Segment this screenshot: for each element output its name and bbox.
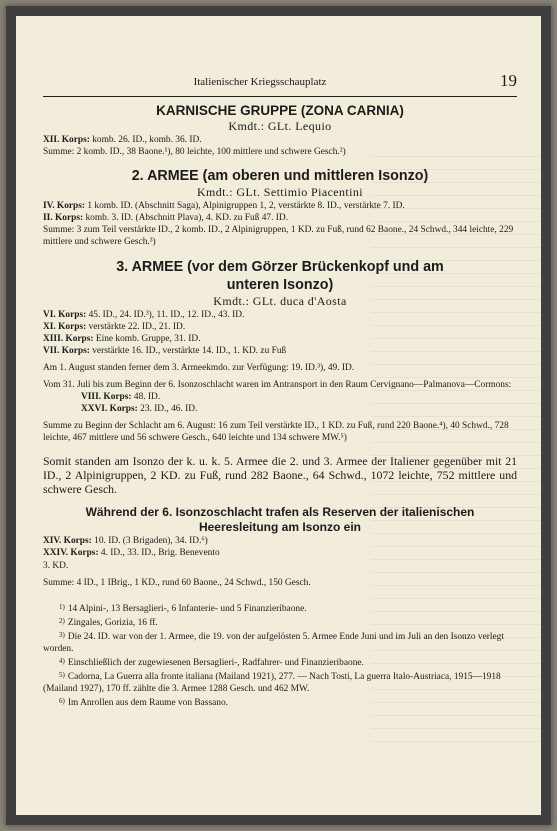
footnote-text: Im Anrollen aus dem Raume von Bassano. [67, 698, 228, 709]
corps-units: 4. ID., 33. ID., Brig. Benevento [98, 548, 220, 559]
note-jul31: Vom 31. Juli bis zum Beginn der 6. Isonzoschlacht waren im Antransport in den Raum Cervignano—Palmanova—Cormons: [43, 380, 512, 391]
corps-line [43, 535, 517, 547]
corps-label: XII. Korps: [43, 135, 90, 145]
corps-units: 23. ID., 46. ID. [137, 404, 198, 415]
page-header [43, 66, 517, 97]
sum-line [43, 146, 517, 158]
corps-line [43, 134, 517, 146]
corps-line [43, 391, 517, 403]
summary-paragraph: Somit standen am Isonzo der k. u. k. 5. Armee die 2. und 3. Armee der Italiener gegenüber mit 21 ID., 2 Alpinigruppen, 2 KD. zu Fuß, rund 282 Baone., 64 Schwd., 1072 leichte, 752 mittlere und schwere Gesch. [43, 453, 517, 497]
corps-label: XI. Korps: [43, 321, 87, 332]
corps-label: VI. Korps: [43, 309, 87, 320]
corps-line [43, 547, 517, 559]
corps-units: 10. ID. (3 Brigaden), 34. ID.⁶) [91, 536, 208, 547]
page-number: 19 [500, 71, 517, 90]
corps-label: XXIV. Korps: [43, 548, 99, 559]
footnote [43, 669, 517, 695]
reserves-sum: Summe: 4 ID., 1 IBrig., 1 KD., rund 60 Baone., 24 Schwd., 150 Gesch. [43, 577, 311, 588]
corps-label: VIII. Korps: [81, 392, 132, 403]
sum-text: Summe: 3 zum Teil verstärkte ID., 2 komb. ID., 2 Alpinigruppen, 1 KD. zu Fuß, rund 62 Baone., 24 Schwd., 344 leichte, 229 mittlere und schwere Gesch.³) [43, 225, 514, 248]
footnotes [43, 601, 517, 710]
corps-line [43, 345, 517, 357]
footnote-number: 6) [59, 697, 65, 706]
footnote-text: 14 Alpini-, 13 Bersaglieri-, 6 Infanterie- und 5 Finanzieribaone. [67, 603, 307, 614]
sum-line [43, 224, 517, 248]
army2-title: 2. ARMEE (am oberen und mittleren Isonzo) [131, 168, 429, 185]
corps-line [43, 309, 517, 321]
army3-title-line2: unteren Isonzo) [226, 276, 334, 293]
corps-line [43, 200, 517, 212]
footnote-number: 2) [59, 616, 65, 625]
corps-label: VII. Korps: [43, 345, 90, 356]
corps-units: komb. 26. ID., komb. 36. ID. [89, 135, 202, 145]
corps-units: komb. 3. ID. (Abschnitt Plava), 4. KD. zu Fuß 47. ID. [83, 213, 289, 224]
corps-line [43, 321, 517, 333]
footnote-number: 5) [59, 671, 65, 680]
army3-commander: Kmdt.: GLt. duca d'Aosta [213, 293, 347, 308]
page-frame [6, 6, 551, 825]
corps-line [43, 403, 517, 415]
footnote [43, 615, 517, 629]
page-content [43, 102, 517, 710]
corps-label: IV. Korps: [43, 201, 86, 212]
footnote-text: Einschließlich der zugewiesenen Bersaglieri-, Radfahrer- und Finanzieribaone. [67, 658, 364, 669]
book-page [16, 16, 541, 815]
footnote-text: Die 24. ID. war von der 1. Armee, die 19. von der aufgelösten 5. Armee Ende Juni und im Juli an den Isonzo verlegt worden. [43, 631, 504, 655]
corps-line [43, 212, 517, 224]
corps-label: XXVI. Korps: [81, 404, 138, 415]
footnote [43, 695, 517, 709]
army3-title-line1: 3. ARMEE (vor dem Görzer Brückenkopf und am [116, 258, 444, 275]
footnote-text: Zingales, Gorizia, 16 ff. [67, 617, 158, 628]
corps-line [43, 333, 517, 345]
corps-units: Eine komb. Gruppe, 31. ID. [93, 333, 201, 344]
corps-label: XIV. Korps: [43, 536, 92, 547]
corps-units: 3. KD. [43, 560, 69, 571]
corps-units: 45. ID., 24. ID.³), 11. ID., 12. ID., 43. ID. [86, 309, 245, 320]
footnote-number: 1) [59, 602, 65, 611]
corps-label: II. Korps: [43, 213, 84, 224]
corps-label: XIII. Korps: [43, 333, 94, 344]
corps-line [43, 560, 517, 572]
corps-units: 48. ID. [131, 392, 161, 403]
corps-units: verstärkte 22. ID., 21. ID. [86, 321, 186, 332]
army2-commander: Kmdt.: GLt. Settimio Piacentini [196, 185, 364, 200]
army3-sum: Summe zu Beginn der Schlacht am 6. August: 16 zum Teil verstärkte ID., 1 KD. zu Fuß, rund 220 Baone.⁴), 40 Schwd., 728 leichte, 467 mittlere und 56 schwere Gesch., 640 leichte und 134 schwere MW.⁵) [43, 421, 509, 444]
karnische-commander: Kmdt.: GLt. Lequio [228, 119, 332, 133]
running-title: Italienischer Kriegsschauplatz [193, 76, 327, 88]
footnote [43, 629, 517, 655]
footnote-number: 4) [59, 657, 65, 666]
footnote [43, 655, 517, 669]
footnote-text: Cadorna, La Guerra alla fronte italiana (Mailand 1921), 277. — Nach Tosti, La guerra Italo-Austriaca, 1915—1918 (Mailand 1927), 170 ff. zählte die 3. Armee 1288 Gesch. und 462 MW. [43, 672, 501, 695]
reserves-title-line1: Während der 6. Isonzoschlacht trafen als Reserven der italienischen [85, 505, 475, 520]
note-aug1: Am 1. August standen ferner dem 3. Armeekmdo. zur Verfügung: 19. ID.³), 49. ID. [43, 362, 355, 373]
footnote [43, 601, 517, 615]
footnote-number: 3) [59, 630, 65, 639]
sum-text: Summe: 2 komb. ID., 38 Baone.¹), 80 leichte, 100 mittlere und schwere Gesch.²) [43, 147, 346, 158]
reserves-title-line2: Heeresleitung am Isonzo ein [198, 520, 362, 535]
corps-units: 1 komb. ID. (Abschnitt Saga), Alpinigruppen 1, 2, verstärkte 8. ID., verstärkte 7. ID. [85, 201, 405, 212]
karnische-title: KARNISCHE GRUPPE (ZONA CARNIA) [156, 103, 404, 118]
corps-units: verstärkte 16. ID., verstärkte 14. ID., 1. KD. zu Fuß [89, 345, 287, 356]
